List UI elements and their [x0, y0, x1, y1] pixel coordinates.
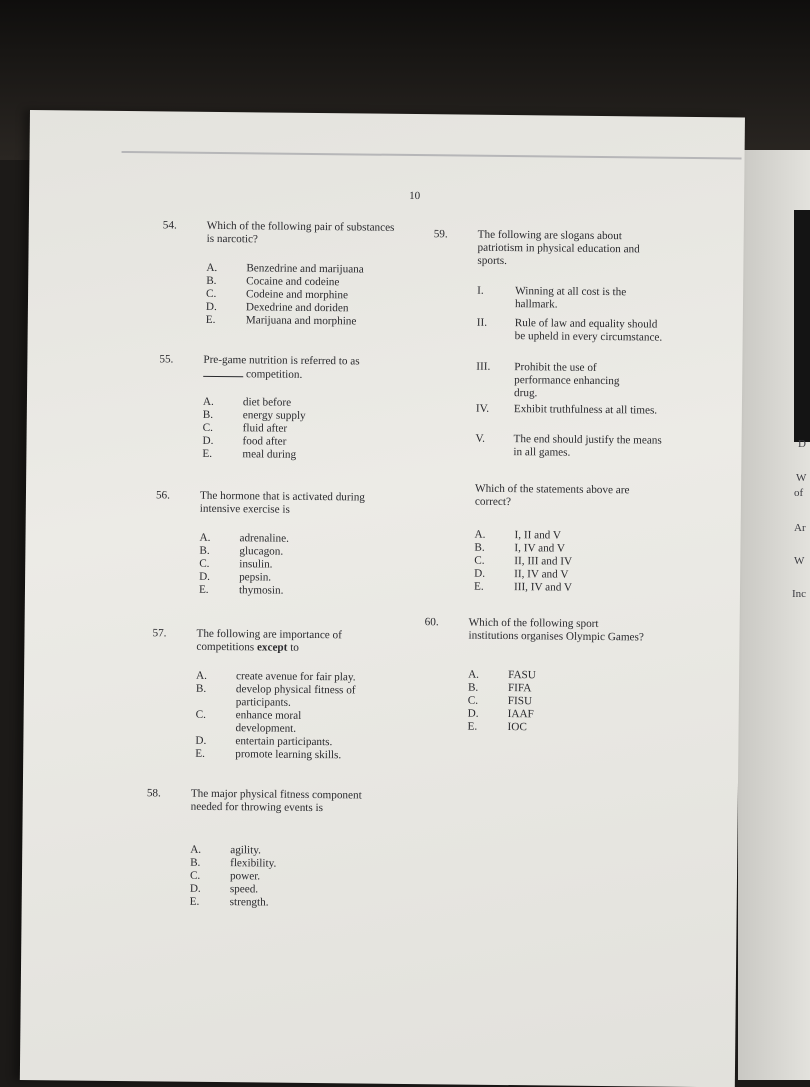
exam-page [20, 110, 745, 1087]
dark-block [794, 210, 810, 442]
question-number: 54. [163, 219, 177, 232]
question-number: 60. [425, 616, 439, 629]
question-number: 57. [152, 627, 166, 640]
options-list [467, 669, 468, 734]
adjacent-text: of [794, 487, 803, 499]
adjacent-page [738, 150, 810, 1080]
header-rule [122, 151, 742, 159]
adjacent-text: Inc [792, 588, 806, 600]
options-list [202, 396, 203, 461]
statements-list [475, 285, 477, 459]
question-stem: Which of the following sport institutions organises Olympic Games? [468, 617, 646, 645]
options-list [474, 529, 475, 594]
options-list [206, 262, 207, 327]
options-list [190, 844, 191, 909]
question-stem: The hormone that is activated during intensive exercise is [200, 490, 390, 518]
question-prompt: Which of the statements above are correct? [475, 483, 655, 511]
question-stem: The following are slogans about patriotism in physical education and sports. [477, 229, 657, 270]
question-stem: Which of the following pair of substances is narcotic? [207, 220, 397, 248]
page-number: 10 [409, 190, 420, 202]
answer-blank [203, 367, 243, 377]
question-stem: The major physical fitness component needed for throwing events is [191, 788, 371, 816]
adjacent-text: W [794, 555, 804, 567]
options-list [195, 670, 196, 761]
adjacent-text: Ar [794, 522, 806, 534]
adjacent-text: W [796, 472, 806, 484]
question-number: 58. [147, 787, 161, 800]
question-number: 59. [434, 228, 448, 241]
question-number: 56. [156, 489, 170, 502]
question-number: 55. [159, 353, 173, 366]
question-stem: The following are importance of competitions except to [196, 628, 386, 656]
adjacent-text: D [798, 438, 806, 450]
question-stem: Pre-game nutrition is referred to as competition. [203, 354, 393, 383]
options-list [199, 532, 200, 597]
